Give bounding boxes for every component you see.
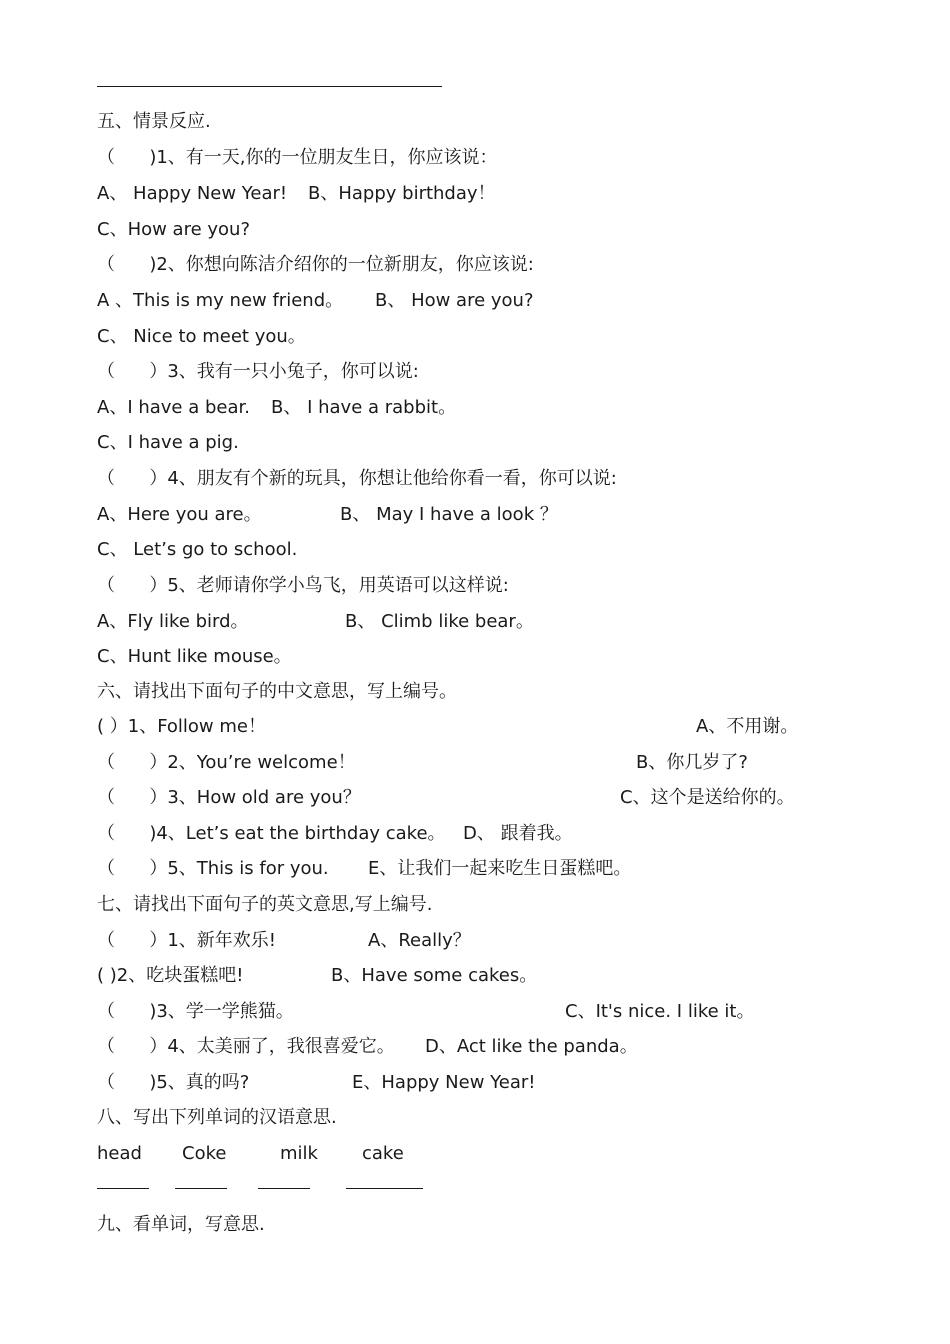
s7-row-1 [97, 929, 471, 953]
s5-q4-option-c: C、 Let’s go to school. [97, 539, 298, 560]
s5-q2-option-b: B、 How are you? [375, 290, 534, 311]
s8-word-list [97, 1142, 404, 1166]
s6-row-3 [97, 786, 795, 810]
s6-row-1-answer: A、不用谢。 [696, 716, 799, 737]
s5-question-3: （ ）3、我有一只小兔子，你可以说: [97, 361, 419, 382]
s5-q1-options [97, 182, 496, 206]
s6-row-4 [97, 822, 573, 846]
s6-row-3-question: （ ）3、How old are you？ [97, 787, 361, 808]
s6-row-1 [97, 715, 799, 739]
s5-question-5: （ ）5、老师请你学小鸟飞，用英语可以这样说: [97, 575, 509, 596]
s6-row-2-question: （ ）2、You’re welcome！ [97, 752, 356, 773]
s7-row-3 [97, 1000, 755, 1024]
s8-word: head [97, 1143, 142, 1164]
s5-q1-option-a: A、 Happy New Year! [97, 183, 288, 204]
s5-q5-options [97, 610, 534, 634]
s5-q4-option-a: A、Here you are。 [97, 504, 262, 525]
s5-question-1: （ )1、有一天,你的一位朋友生日，你应该说： [97, 147, 498, 168]
s8-answer-blank [175, 1188, 227, 1189]
s5-q3-option-c: C、I have a pig. [97, 432, 239, 453]
s5-q2-options [97, 289, 534, 313]
s5-q3-option-a: A、I have a bear. [97, 397, 250, 418]
section-8-heading: 八、写出下列单词的汉语意思. [97, 1107, 337, 1128]
s5-q3-options [97, 396, 457, 420]
section-7-heading: 七、请找出下面句子的英文意思,写上编号. [97, 894, 433, 915]
section-6-heading: 六、请找出下面句子的中文意思，写上编号。 [97, 681, 457, 702]
s6-row-5 [97, 857, 632, 881]
s5-q4-option-b: B、 May I have a look ？ [340, 504, 558, 525]
s6-row-2 [97, 751, 748, 775]
s8-word: Coke [182, 1143, 227, 1164]
section-5-heading: 五、情景反应. [97, 111, 211, 132]
s7-row-2 [97, 964, 538, 988]
s5-q2-option-c: C、 Nice to meet you。 [97, 326, 306, 347]
s5-q5-option-b: B、 Climb like bear。 [345, 611, 534, 632]
s7-row-2-answer: B、Have some cakes。 [331, 965, 538, 986]
s5-q3-option-b: B、 I have a rabbit。 [271, 397, 457, 418]
s8-word: milk [280, 1143, 318, 1164]
s6-row-2-answer: B、你几岁了? [636, 752, 748, 773]
s7-row-4-question: （ ）4、太美丽了，我很喜爱它。 [97, 1036, 395, 1057]
s6-row-3-answer: C、这个是送给你的。 [620, 787, 795, 808]
s8-answer-blank [258, 1188, 310, 1189]
s5-q5-option-a: A、Fly like bird。 [97, 611, 249, 632]
s6-row-1-question: ( ）1、Follow me！ [97, 716, 266, 737]
s8-word: cake [362, 1143, 404, 1164]
s6-row-4-question: （ )4、Let’s eat the birthday cake。 [97, 823, 446, 844]
s7-row-1-answer: A、Really？ [368, 930, 471, 951]
s5-q4-options [97, 503, 558, 527]
top-divider-line [97, 86, 442, 87]
section-9-heading: 九、看单词，写意思. [97, 1214, 265, 1235]
s5-question-2: （ )2、你想向陈洁介绍你的一位新朋友，你应该说: [97, 254, 534, 275]
s8-answer-blank [346, 1188, 423, 1189]
s5-q5-option-c: C、Hunt like mouse。 [97, 646, 292, 667]
s8-answer-blank [97, 1188, 149, 1189]
s7-row-1-question: （ ）1、新年欢乐! [97, 930, 276, 951]
s7-row-4-answer: D、Act like the panda。 [425, 1036, 638, 1057]
s6-row-4-answer: D、 跟着我。 [463, 823, 573, 844]
s5-q1-option-c: C、How are you? [97, 219, 251, 240]
s7-row-4 [97, 1035, 638, 1059]
s7-row-3-question: （ )3、学一学熊猫。 [97, 1001, 294, 1022]
s7-row-3-answer: C、It's nice. I like it。 [565, 1001, 755, 1022]
s7-row-2-question: ( )2、吃块蛋糕吧! [97, 965, 244, 986]
s5-q2-option-a: A 、This is my new friend。 [97, 290, 344, 311]
s5-q1-option-b: B、Happy birthday！ [308, 183, 496, 204]
s7-row-5-answer: E、Happy New Year! [352, 1072, 536, 1093]
s5-question-4: （ ）4、朋友有个新的玩具，你想让他给你看一看，你可以说: [97, 468, 617, 489]
s7-row-5-question: （ )5、真的吗? [97, 1072, 250, 1093]
s6-row-5-question: （ ）5、This is for you. [97, 858, 329, 879]
s6-row-5-answer: E、让我们一起来吃生日蛋糕吧。 [368, 858, 632, 879]
s7-row-5 [97, 1071, 536, 1095]
